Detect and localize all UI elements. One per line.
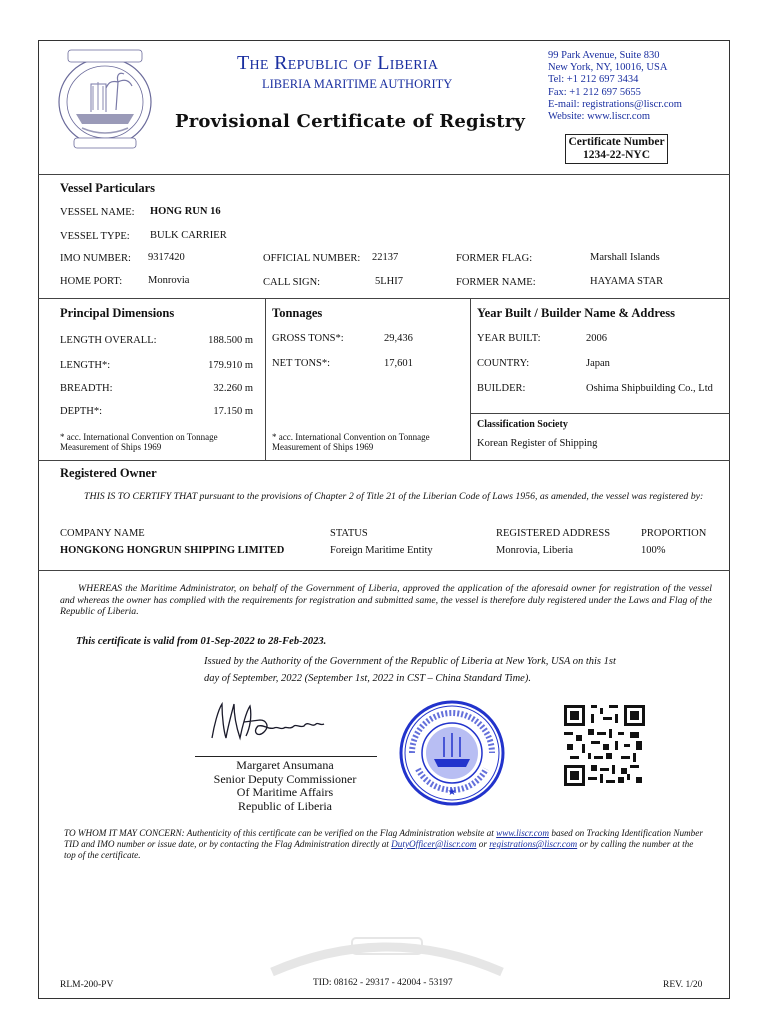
former-flag: Marshall Islands bbox=[590, 252, 660, 263]
builder-name: Oshima Shipbuilding Co., Ltd bbox=[586, 383, 713, 394]
vessel-type-label: VESSEL TYPE: bbox=[60, 231, 130, 242]
concern-text bbox=[64, 828, 704, 861]
home-port: Monrovia bbox=[148, 275, 190, 286]
divider-owner bbox=[38, 570, 730, 571]
class-heading: Classification Society bbox=[477, 419, 568, 430]
length: 179.910 m bbox=[208, 360, 253, 371]
contact-address2: New York, NY, 10016, USA bbox=[548, 62, 668, 74]
dimensions-heading: Principal Dimensions bbox=[60, 306, 175, 320]
concern-part4: or by calling the number at the top of the certificate. bbox=[64, 839, 694, 860]
republic-title: The Republic of Liberia bbox=[237, 52, 439, 74]
divider-header bbox=[38, 174, 730, 175]
owner-address: Monrovia, Liberia bbox=[496, 545, 573, 556]
builder-heading: Year Built / Builder Name & Address bbox=[477, 306, 675, 320]
watermark-seal-icon bbox=[262, 932, 512, 982]
duty-officer-link[interactable]: DutyOfficer@liscr.com bbox=[391, 839, 477, 849]
signature-line bbox=[195, 756, 377, 757]
certificate-number-label: Certificate Number bbox=[568, 136, 665, 148]
signatory-title3: Republic of Liberia bbox=[238, 798, 332, 813]
col-status: STATUS bbox=[330, 528, 368, 539]
call-sign-label: CALL SIGN: bbox=[263, 277, 321, 288]
vessel-name: HONG RUN 16 bbox=[150, 206, 221, 217]
length-overall: 188.500 m bbox=[208, 335, 253, 346]
call-sign: 5LHI7 bbox=[375, 276, 403, 287]
whereas-text: WHEREAS the Maritime Administrator, on behalf of the Government of Liberia, approved the application of the aforesaid owner for registration of the vessel and whereas the owner has complied with the requirements for registration and submitted same, the vessel is therefore duly registered under the Laws and Flag of the Republic of Liberia. bbox=[60, 583, 712, 617]
validity-text: This certificate is valid from 01-Sep-2022 to 28-Feb-2023. bbox=[76, 636, 327, 647]
contact-fax: Fax: +1 212 697 5655 bbox=[548, 86, 641, 98]
gross-tons: 29,436 bbox=[384, 333, 413, 344]
breadth: 32.260 m bbox=[213, 383, 253, 394]
contact-email[interactable]: E-mail: registrations@liscr.com bbox=[548, 98, 682, 110]
net-tons-label: NET TONS*: bbox=[272, 358, 331, 369]
divider-dimensions bbox=[38, 460, 730, 461]
certificate-number: 1234-22-NYC bbox=[582, 149, 651, 161]
contact-tel: Tel: +1 212 697 3434 bbox=[548, 74, 639, 86]
issued-line2: day of September, 2022 (September 1st, 2022 in CST – China Standard Time). bbox=[204, 673, 531, 684]
depth-label: DEPTH*: bbox=[60, 406, 102, 417]
concern-part2: based on Tracking Identification Number TID and IMO number or issue date, or by contacting the Flag Administration directly at bbox=[64, 828, 703, 849]
owner-heading: Registered Owner bbox=[60, 466, 157, 480]
tracking-id: TID: 08162 - 29317 - 42004 - 53197 bbox=[313, 978, 453, 988]
contact-website[interactable]: Website: www.liscr.com bbox=[548, 111, 650, 123]
breadth-label: BREADTH: bbox=[60, 383, 113, 394]
dimensions-note: * acc. International Convention on Tonnage Measurement of Ships 1969 bbox=[60, 432, 218, 452]
signature-image bbox=[200, 698, 340, 746]
company-name: HONGKONG HONGRUN SHIPPING LIMITED bbox=[60, 545, 285, 556]
country-label: COUNTRY: bbox=[477, 358, 530, 369]
official-number: 22137 bbox=[372, 252, 399, 263]
signatory-title1: Senior Deputy Commissioner bbox=[213, 771, 357, 786]
owner-status: Foreign Maritime Entity bbox=[330, 545, 433, 556]
concern-part1: TO WHOM IT MAY CONCERN: Authenticity of this certificate can be verified on the Flag Administration website at bbox=[64, 828, 497, 838]
class-society: Korean Register of Shipping bbox=[477, 438, 598, 449]
home-port-label: HOME PORT: bbox=[60, 276, 123, 287]
country: Japan bbox=[586, 358, 610, 369]
authority-name: LIBERIA MARITIME AUTHORITY bbox=[262, 77, 453, 91]
concern-part3: or bbox=[476, 839, 490, 849]
svg-text:★: ★ bbox=[447, 787, 457, 798]
divider-col1 bbox=[265, 298, 266, 460]
official-number-label: OFFICIAL NUMBER: bbox=[263, 253, 361, 264]
revision: REV. 1/20 bbox=[663, 980, 703, 990]
form-number: RLM-200-PV bbox=[60, 980, 114, 990]
builder-label: BUILDER: bbox=[477, 383, 526, 394]
depth: 17.150 m bbox=[213, 406, 253, 417]
former-name-label: FORMER NAME: bbox=[456, 277, 536, 288]
net-tons: 17,601 bbox=[384, 358, 413, 369]
col-address: REGISTERED ADDRESS bbox=[496, 528, 611, 539]
tonnages-note: * acc. International Convention on Tonnage Measurement of Ships 1969 bbox=[272, 432, 430, 452]
vessel-name-label: VESSEL NAME: bbox=[60, 207, 135, 218]
imo-number: 9317420 bbox=[148, 252, 185, 263]
col-proportion: PROPORTION bbox=[641, 528, 707, 539]
length-overall-label: LENGTH OVERALL: bbox=[60, 335, 157, 346]
tonnages-heading: Tonnages bbox=[272, 306, 323, 320]
signatory-block bbox=[180, 759, 390, 813]
former-name: HAYAMA STAR bbox=[590, 276, 664, 287]
divider-class bbox=[470, 413, 730, 414]
gross-tons-label: GROSS TONS*: bbox=[272, 333, 344, 344]
divider-col2 bbox=[470, 298, 471, 460]
length-label: LENGTH*: bbox=[60, 360, 111, 371]
registrations-link[interactable]: registrations@liscr.com bbox=[489, 839, 578, 849]
website-link[interactable]: www.liscr.com bbox=[496, 828, 550, 838]
qr-code-icon[interactable] bbox=[564, 705, 645, 786]
year-built: 2006 bbox=[586, 333, 607, 344]
imo-label: IMO NUMBER: bbox=[60, 253, 131, 264]
liberia-seal-icon bbox=[46, 44, 164, 156]
vessel-heading: Vessel Particulars bbox=[60, 181, 156, 195]
owner-proportion: 100% bbox=[641, 545, 666, 556]
contact-block bbox=[548, 50, 682, 123]
official-stamp-icon bbox=[398, 699, 506, 807]
signatory-title2: Of Maritime Affairs bbox=[236, 785, 334, 799]
year-built-label: YEAR BUILT: bbox=[477, 333, 541, 344]
divider-vessel bbox=[38, 298, 730, 299]
signatory-name: Margaret Ansumana bbox=[236, 758, 334, 772]
certificate-number-box bbox=[565, 134, 668, 164]
col-company: COMPANY NAME bbox=[60, 528, 145, 539]
former-flag-label: FORMER FLAG: bbox=[456, 253, 533, 264]
contact-address1: 99 Park Avenue, Suite 830 bbox=[548, 50, 660, 61]
issued-line1: Issued by the Authority of the Government of the Republic of Liberia at New York, USA on this 1st bbox=[204, 656, 616, 667]
certify-text: THIS IS TO CERTIFY THAT pursuant to the provisions of Chapter 2 of Title 21 of the Liberian Code of Laws 1956, as amended, the vessel was registered by: bbox=[84, 491, 704, 502]
document-title: Provisional Certificate of Registry bbox=[175, 111, 526, 132]
vessel-type: BULK CARRIER bbox=[150, 230, 227, 241]
